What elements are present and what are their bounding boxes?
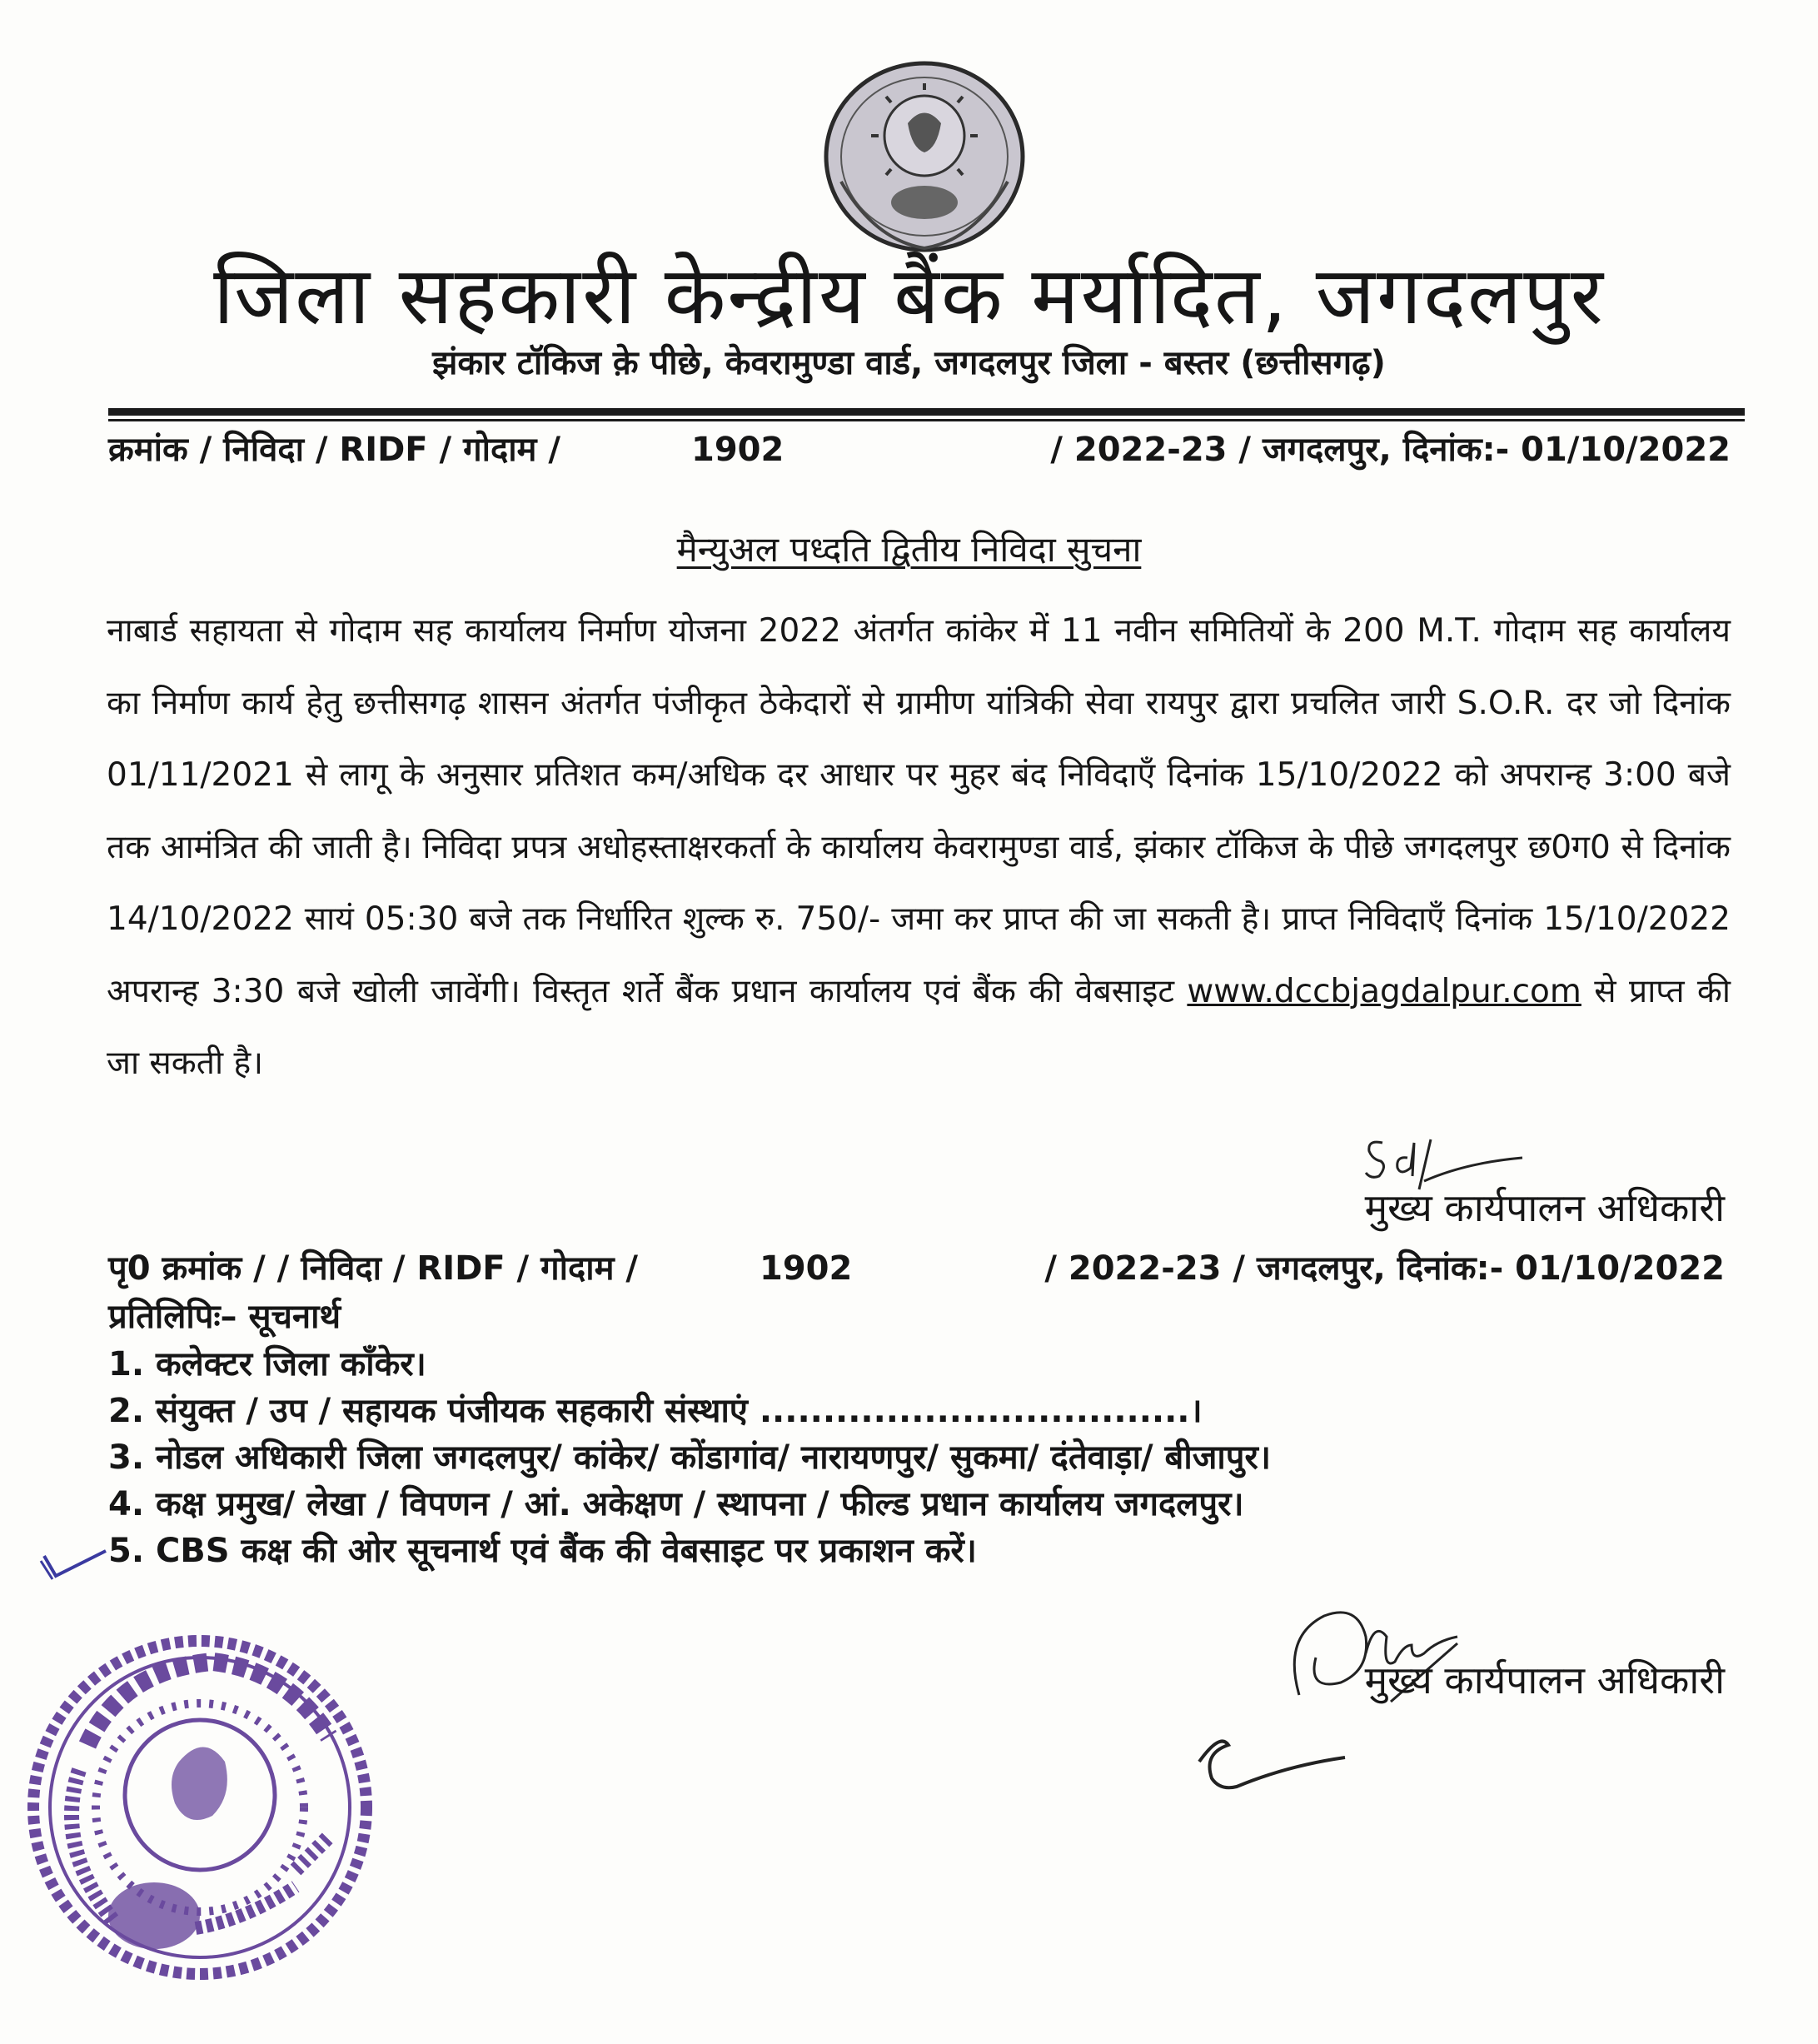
notice-body-text: नाबार्ड सहायता से गोदाम सह कार्यालय निर्माण योजना 2022 अंतर्गत कांकेर में 11 नवीन समितियों के 200 M.T. गोदाम सह कार्यालय का निर्माण कार्य हेतु छत्तीसगढ़ शासन अंतर्गत पंजीकृत ठेकेदारों से ग्रामीण यांत्रिकी सेवा रायपुर द्वारा प्रचलित जारी S.O.R. दर जो दिनांक 01/11/2021 से लागू के अनुसार प्रतिशत कम/अधिक दर आधार पर मुहर बंद निविदाएँ दिनांक 15/10/2022 को अपरान्ह 3:00 बजे तक आमंत्रित की जाती है। निविदा प्रपत्र अधोहस्ताक्षरकर्ता के कार्यालय केवरामुण्डा वार्ड, झंकार टॉकिज के पीछे जगदलपुर छ0ग0 से दिनांक 14/10/2022 सायं 05:30 बजे तक निर्धारित शुल्क रु. 750/- जमा कर प्राप्त की जा सकती है। प्राप्त निविदाएँ दिनांक 15/10/2022 अपरान्ह 3:30 बजे खोली जावेंगी। विस्तृत शर्ते बैंक प्रधान कार्यालय एवं बैंक की वेबसाइट: [107, 612, 1731, 1010]
designation-ceo: मुख्य कार्यपालन अधिकारी: [1364, 1185, 1725, 1230]
copy-to-item: 4. कक्ष प्रमुख/ लेखा / विपणन / आं. अकेक्षण / स्थापना / फील्ड प्रधान कार्यालय जगदलपुर।: [108, 1485, 1244, 1523]
notice-heading: [0, 526, 1818, 573]
reference2-date: / 2022-23 / जगदलपुर, दिनांक:- 01/10/2022: [1044, 1249, 1725, 1288]
bank-name-title: जिला सहकारी केन्द्रीय बैंक मर्यादित, जगदलपुर: [213, 249, 1605, 342]
copy-to-item: 1. कलेक्टर जिला कॉंकेर।: [108, 1345, 426, 1383]
header-rule-thin: [108, 419, 1745, 421]
copy-to-item: 2. संयुक्त / उप / सहायक पंजीयक सहकारी संस्थाएं ..................................।: [108, 1392, 1203, 1430]
notice-body-end: से प्राप्त की जा सकती है।: [107, 972, 1731, 1082]
notice-body: [107, 596, 1731, 1100]
reference-prefix: क्रमांक / निविदा / RIDF / गोदाम /: [108, 431, 561, 469]
copy-to-label: प्रतिलिपिः– सूचनार्थ: [108, 1298, 341, 1336]
bank-emblem-icon: [791, 57, 1058, 257]
bank-address: झंकार टॉकिज क़े पीछे, केवरामुण्डा वार्ड, जगदलपुर जिला - बस्तर (छत्तीसगढ़): [432, 344, 1386, 382]
header-rule-thick: [108, 408, 1745, 416]
designation-ceo-2: मुख्य कार्यपालन अधिकारी: [1364, 1658, 1725, 1703]
reference2-prefix: पृ0 क्रमांक / / निविदा / RIDF / गोदाम /: [108, 1249, 639, 1288]
check-mark-icon: [37, 1539, 112, 1581]
copy-to-item: 5. CBS कक्ष की ओर सूचनार्थ एवं बैंक की वेबसाइट पर प्रकाशन करें।: [108, 1532, 977, 1570]
copy-to-item: 3. नोडल अधिकारी जिला जगदलपुर/ कांकेर/ कोंडागांव/ नारायणपुर/ सुकमा/ दंतेवाड़ा/ बीजापुर।: [108, 1438, 1272, 1477]
initials-scribble: [1183, 1724, 1366, 1799]
website-link[interactable]: www.dccbjagdalpur.com: [1187, 972, 1581, 1010]
notice-heading-text: मैन्युअल पध्दति द्वितीय निविदा सुचना: [676, 529, 1142, 570]
reference-date: / 2022-23 / जगदलपुर, दिनांक:- 01/10/2022: [1050, 431, 1731, 469]
reference2-number: 1902: [760, 1249, 853, 1288]
bank-seal-stamp: [21, 1628, 379, 1987]
reference-number: 1902: [691, 431, 784, 469]
